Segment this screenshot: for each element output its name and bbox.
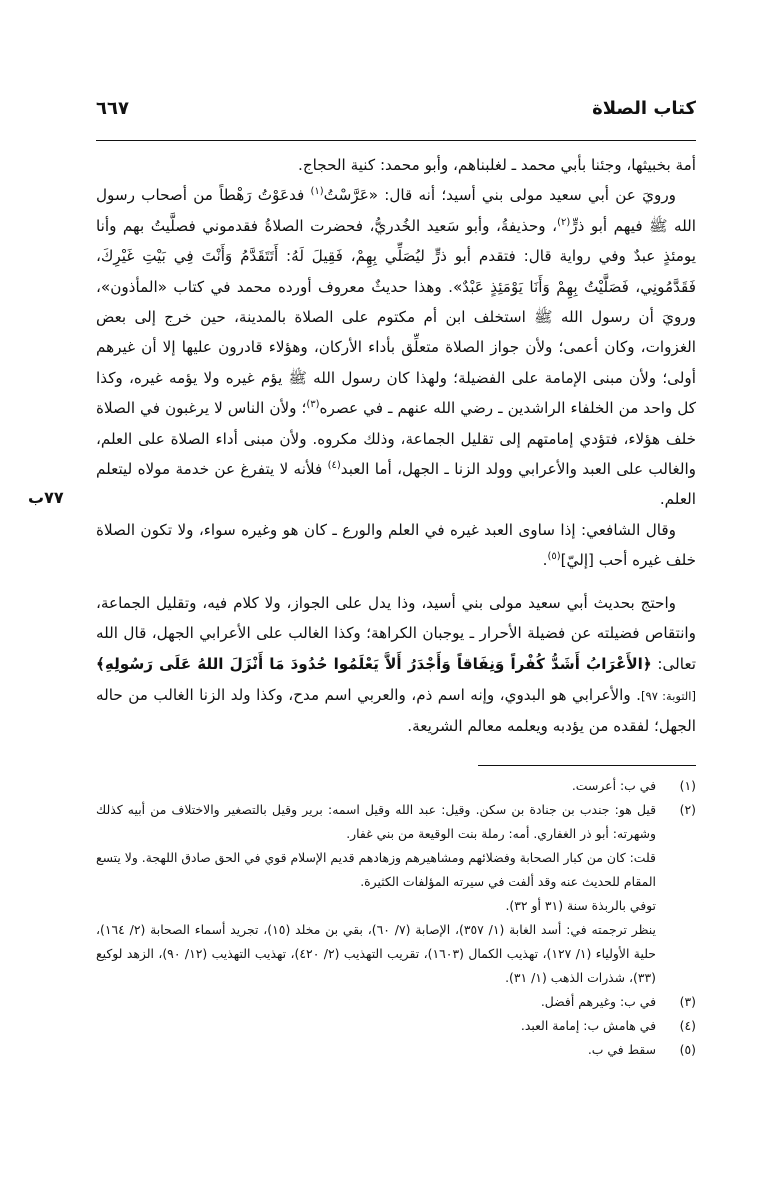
footnote-4 <box>96 1014 696 1038</box>
footnote-number: (١) <box>679 778 696 793</box>
footnote-text: في ب: وغيرهم أفضل. <box>540 994 656 1009</box>
footnote-text: ينظر ترجمته في: أسد الغابة (١/ ٣٥٧)، الإصابة (٧/ ٦٠)، بقي بن مخلد (١٥)، تجريد أسماء الصحابة (٢/ ١٦٤)، حلية الأولياء (١/ ١٢٧)، تهذيب الكمال (١٦٠٣)، تقريب التهذيب (٢/ ٤٢٠)، تهذيب التهذيب (١٢/ ٩٠)، الزهد لوكيع (٣٣)، شذرات الذهب (١/ ٣١). <box>96 922 656 985</box>
footnote-ref-2: (٢) <box>557 216 571 228</box>
footnote-ref-1: (١) <box>310 186 324 198</box>
footnote-text: توفي بالربذة سنة (٣١ أو ٣٢). <box>505 898 656 913</box>
paragraph-1: أمة بخبيثها، وجئنا بأبي محمد ـ لغلبناهم، وأبو محمد: كنية الحجاج. <box>298 156 696 174</box>
paragraph-3: وقال الشافعي: إذا ساوى العبد غيره في العلم والورع ـ كان هو وغيره سواء، ولا تكون الصلاة خلف غيره أحب [إليّ]$^{(٥)}$. <box>96 520 696 570</box>
footnote-text: سقط في ب. <box>587 1042 656 1057</box>
header-divider <box>96 140 696 141</box>
footnotes <box>96 774 696 1062</box>
footnote-ref-3: (٣) <box>306 399 320 411</box>
footnote-2 <box>96 798 696 990</box>
footnote-ref-5: (٥) <box>547 551 561 563</box>
footnote-number: (٤) <box>679 1018 696 1033</box>
paragraph-2: ورويَ عن أبي سعيد مولى بني أسيد؛ أنه قال: «عَرَّسْتُ$^{(١)}$ فدعَوْتُ رَهْطاً من أصحاب رسول الله ﷺ فيهم أبو ذرٍّ$^{(٢)}$، وحذيفةُ، وأبو سَعيد الخُدريُّ، فحضرت الصلاةُ فقدموني فصلَّيتُ بهم وأنا يومئذٍ عبدٌ وفي رواية قال: فتقدم أبو ذرٍّ ليُصَلِّي بِهِمْ، فَقِيلَ لَهُ: أَتَتَقَدَّمُ وَأَنْتَ فِي بَيْتِ غَيْرِكَ، فَقَدَّمُونِي، فَصَلَّيْتُ بِهِمْ وَأَنَا يَوْمَئِذٍ عَبْدٌ». وهذا حديثٌ معروف أورده محمد في كتاب «المأذون»، ورويَ أن رسول الله ﷺ استخلف ابن أم مكتوم على الصلاة بالمدينة، حين خرج إلى بعض الغزوات، وكان أعمى؛ ولأن جواز الصلاة متعلِّق بأداء الأركان، وهؤلاء قادرون عليها إلا أن غيرهم أولى؛ ولأن مبنى الإمامة على الفضيلة؛ ولهذا كان رسول الله ﷺ يؤم غيره ولا يؤمه غيره، وكذا كل واحد من الخلفاء الراشدين ـ رضي الله عنهم ـ في عصره$^{(٣)}$؛ ولأن الناس لا يرغبون في الصلاة خلف هؤلاء، فتؤدي إمامتهم إلى تقليل الجماعة، وذلك مكروه. ولأن مبنى أداء الصلاة على العلم، والغالب على العبد والأعرابي وولد الزنا ـ الجهل، أما العبد$^{(٤)}$ فلأنه لا يتفرغ عن خدمة مولاه ليتعلم العلم. <box>96 186 696 509</box>
footnote-ref-4: (٤) <box>327 460 341 471</box>
quran-verse: ﴿الأَعْرَابُ أَشَدُّ كُفْراً وَنِفَاقاً وَأَجْدَرُ أَلاَّ يَعْلَمُوا حُدُودَ مَا أَنْزَلَ اللهُ عَلَى رَسُولِهِ﴾ <box>96 654 652 673</box>
footnote-number: (٥) <box>679 1042 696 1057</box>
footnote-number: (٣) <box>679 994 696 1009</box>
page-header <box>96 98 696 128</box>
main-text <box>96 150 696 742</box>
footnote-divider <box>478 765 696 766</box>
margin-folio-marker: ٧٧ب <box>28 488 64 507</box>
paragraph-4: واحتج بحديث أبي سعيد مولى بني أسيد، وذا يدل على الجواز، ولا كلام فيه، وتقليل الجماعة، وانتقاص فضيلته عن فضيلة الأحرار ـ يوجبان الكراهة؛ وكذا الغالب على الأعرابي الجهل، قال الله تعالى: ﴿الأَعْرَابُ أَشَدُّ كُفْراً وَنِفَاقاً وَأَجْدَرُ أَلاَّ يَعْلَمُوا حُدُودَ مَا أَنْزَلَ اللهُ عَلَى رَسُولِهِ﴾ [التوبة: ٩٧]. والأعرابي هو البدوي، وإنه اسم ذم، والعربي اسم مدح، وكذا ولد الزنا الغالب من حاله الجهل؛ لفقده من يؤدبه ويعلمه معالم الشريعة. <box>96 593 696 736</box>
footnote-1 <box>96 774 696 798</box>
page-number: ٦٦٧ <box>96 98 129 119</box>
footnote-text: قلت: كان من كبار الصحابة وفضلائهم ومشاهيرهم وزهادهم قديم الإسلام قوي في الحق صادق اللهجة. ولا يتسع المقام للحديث عنه وقد ألفت في سيرته المؤلفات الكثيرة. <box>96 850 656 889</box>
footnote-number: (٢) <box>679 802 696 817</box>
footnote-3 <box>96 990 696 1014</box>
footnote-5 <box>96 1038 696 1062</box>
running-title: كتاب الصلاة <box>592 98 696 119</box>
footnote-text: في هامش ب: إمامة العبد. <box>520 1018 656 1033</box>
footnote-text: قيل هو: جندب بن جنادة بن سكن. وقيل: عبد الله وقيل اسمه: برير وقيل بالتصغير والاختلاف من أبيه كذلك وشهرته: أبو ذر الغفاري. أمه: رملة بنت الوقيعة من بني غفار. <box>96 802 656 841</box>
footnote-text: في ب: أعرست. <box>571 778 656 793</box>
verse-reference: [التوبة: ٩٧] <box>641 688 696 703</box>
